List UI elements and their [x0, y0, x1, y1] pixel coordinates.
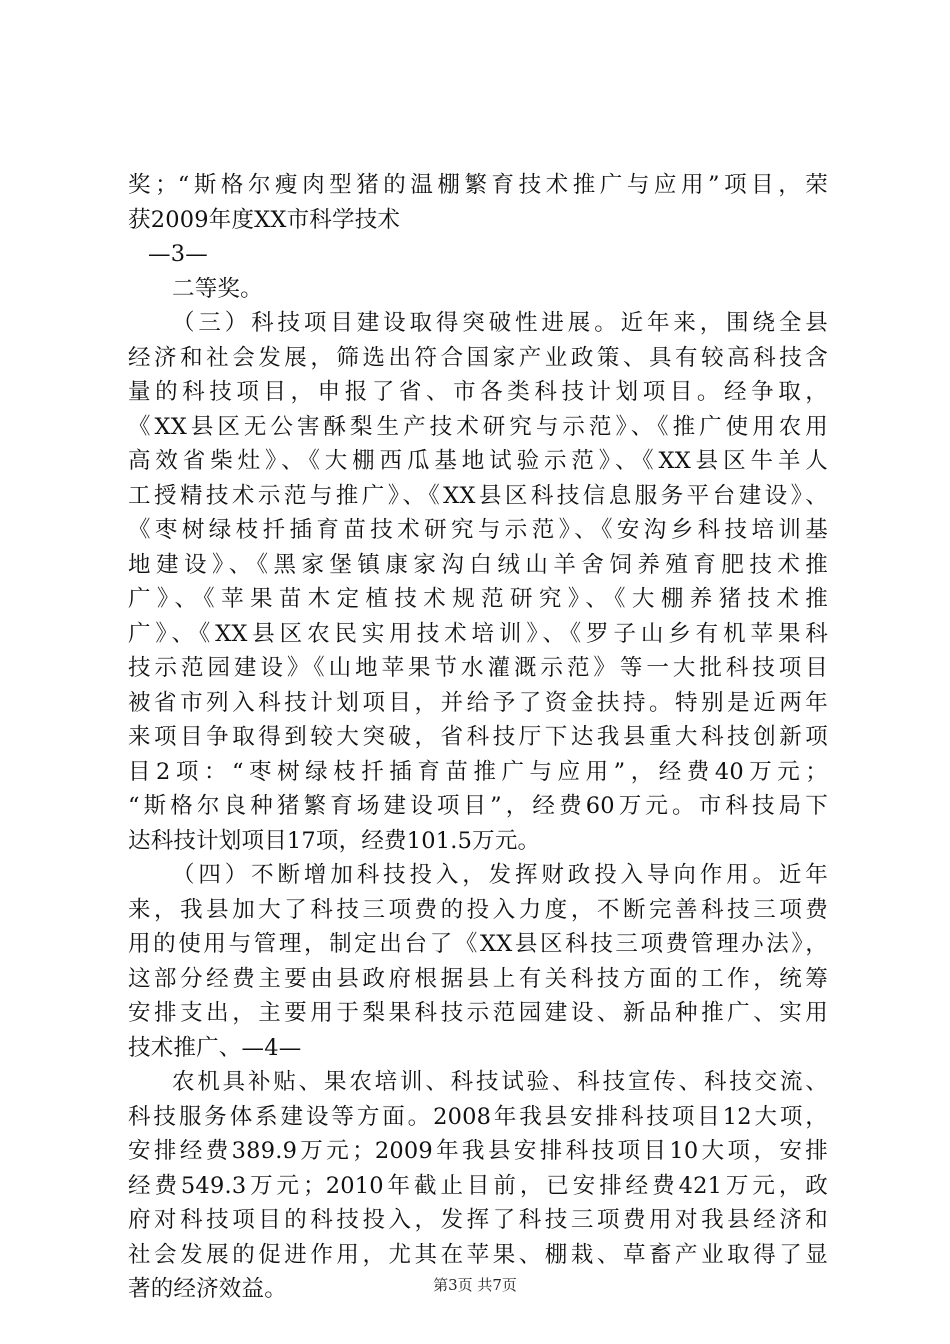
document-body	[128, 168, 828, 1307]
text-line: 高效省柴灶》、《大棚西瓜基地试验示范》、《XX县区牛羊人	[128, 448, 828, 474]
text-line: 二等奖。	[172, 275, 263, 302]
text-line: 经费549.3万元；2010年截止目前，已安排经费421万元，政	[128, 1172, 828, 1199]
text-line: 目2项：“枣树绿枝扦插育苗推广与应用”，经费40万元；	[128, 758, 828, 785]
text-line: 广》、《苹果苗木定植技术规范研究》、《大棚养猪技术推	[128, 586, 828, 612]
page-number-mark: —3—	[148, 241, 208, 267]
text-line: 技示范园建设》《山地苹果节水灌溉示范》等一大批科技项目	[128, 655, 828, 681]
text-line: 用的使用与管理，制定出台了《XX县区科技三项费管理办法》，	[128, 931, 828, 957]
text-line: 被省市列入科技计划项目，并给予了资金扶持。特别是近两年	[128, 689, 828, 716]
text-line: 经济和社会发展，筛选出符合国家产业政策、具有较高科技含	[128, 344, 828, 371]
text-line: 《枣树绿枝扦插育苗技术研究与示范》、《安沟乡科技培训基	[128, 517, 828, 543]
text-line: 这部分经费主要由县政府根据县上有关科技方面的工作，统筹	[128, 965, 828, 992]
text-line: 著的经济效益。	[128, 1276, 287, 1302]
text-line: 府对科技项目的科技投入，发挥了科技三项费用对我县经济和	[128, 1207, 828, 1233]
text-line: 来，我县加大了科技三项费的投入力度，不断完善科技三项费	[128, 896, 828, 923]
text-line: “斯格尔良种猪繁育场建设项目”，经费60万元。市科技局下	[128, 793, 828, 819]
text-line: 安排经费389.9万元；2009年我县安排科技项目10大项，安排	[128, 1138, 828, 1164]
text-line: （四）不断增加科技投入，发挥财政投入导向作用。近年	[172, 862, 828, 888]
text-line: 地建设》、《黑家堡镇康家沟白绒山羊舍饲养殖育肥技术推	[128, 551, 828, 578]
text-line: （三）科技项目建设取得突破性进展。近年来，围绕全县	[172, 310, 828, 336]
text-line: 达科技计划项目17项，经费101.5万元。	[128, 827, 541, 854]
text-line: 奖；“斯格尔瘦肉型猪的温棚繁育技术推广与应用”项目，荣	[128, 172, 828, 198]
text-line: 农机具补贴、果农培训、科技试验、科技宣传、科技交流、	[172, 1069, 828, 1095]
text-line: 广》、《XX县区农民实用技术培训》、《罗子山乡有机苹果科	[128, 620, 828, 647]
text-line: 来项目争取得到较大突破，省科技厅下达我县重大科技创新项	[128, 724, 828, 750]
text-line: 科技服务体系建设等方面。2008年我县安排科技项目12大项，	[128, 1103, 828, 1130]
text-line: 量的科技项目，申报了省、市各类科技计划项目。经争取，	[128, 379, 828, 405]
text-line: 《XX县区无公害酥梨生产技术研究与示范》、《推广使用农用	[128, 413, 828, 440]
text-line: 获2009年度XX市科学技术	[128, 206, 401, 233]
text-line: 技术推广、—4—	[128, 1034, 302, 1061]
text-line: 工授精技术示范与推广》、《XX县区科技信息服务平台建设》、	[128, 482, 828, 509]
text-line: 安排支出，主要用于梨果科技示范园建设、新品种推广、实用	[128, 1000, 828, 1026]
text-line: 社会发展的促进作用，尤其在苹果、棚栽、草畜产业取得了显	[128, 1241, 828, 1268]
page-footer: 第3页 共7页	[433, 1276, 517, 1294]
